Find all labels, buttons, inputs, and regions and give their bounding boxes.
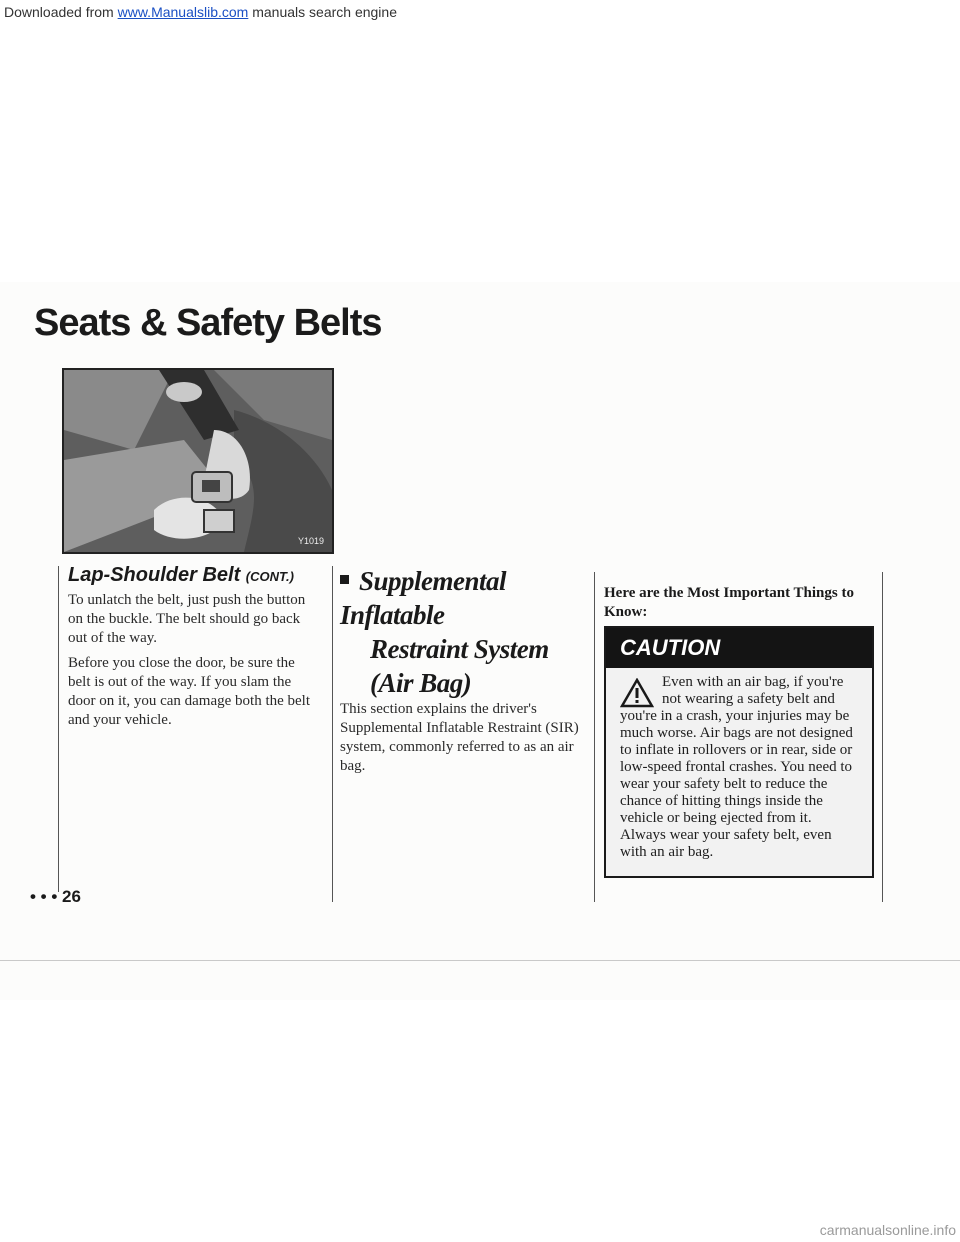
photo-code: Y1019 — [297, 536, 324, 546]
buckle-illustration — [64, 370, 332, 552]
bottom-divider — [0, 960, 960, 961]
heading-text: Lap-Shoulder Belt — [68, 564, 241, 586]
sir-heading-line1: Supplemental Inflatable — [340, 566, 507, 630]
watermark: carmanualsonline.info — [819, 1222, 956, 1238]
sir-paragraph: This section explains the driver's Supplemental Inflatable Restraint (SIR) system, commonly referred to as an air bag. — [340, 701, 579, 774]
lap-shoulder-belt-section — [68, 564, 318, 736]
right-column-rule-right — [882, 572, 883, 902]
left-column-rule — [58, 566, 59, 892]
banner-suffix: manuals search engine — [252, 4, 397, 20]
important-things-section — [604, 584, 874, 622]
square-bullet-icon — [340, 575, 349, 584]
caution-box — [604, 626, 874, 878]
sir-heading-line2: Restraint System (Air Bag) — [370, 634, 549, 698]
page-number-value: 26 — [62, 887, 81, 906]
caution-body — [606, 668, 872, 861]
sir-heading — [340, 564, 590, 700]
caution-label: CAUTION — [606, 628, 872, 668]
middle-column-rule — [332, 566, 333, 902]
banner-prefix: Downloaded from — [4, 4, 114, 20]
right-column-rule-left — [594, 572, 595, 902]
lap-shoulder-belt-heading — [68, 564, 318, 587]
page-number-dots: • • • — [30, 887, 58, 906]
heading-cont: (CONT.) — [245, 569, 294, 584]
buckle-photo — [62, 368, 334, 554]
caution-text: Even with an air bag, if you're not wearing a safety belt and you're in a crash, your injuries may be much worse. Air bags are not designed to inflate in rollovers or in rear, side or low-speed frontal crashes. You need to wear your safety belt to reduce the chance of hitting things inside the vehicle or being ejected from it. Always wear your safety belt, even with an air bag. — [620, 674, 853, 860]
download-banner — [0, 0, 960, 24]
sir-section — [340, 564, 590, 782]
paragraph-unlatch: To unlatch the belt, just push the button on the buckle. The belt should go back out of the way. — [68, 592, 306, 646]
manualslib-link[interactable]: www.Manualslib.com — [117, 4, 249, 20]
page-title: Seats & Safety Belts — [34, 302, 382, 344]
warning-triangle-icon — [620, 678, 654, 708]
page-number — [30, 887, 81, 907]
paragraph-door: Before you close the door, be sure the belt is out of the way. If you slam the door on it, you can damage both the belt and your vehicle. — [68, 655, 311, 728]
important-things-heading: Here are the Most Important Things to Know: — [604, 585, 854, 620]
